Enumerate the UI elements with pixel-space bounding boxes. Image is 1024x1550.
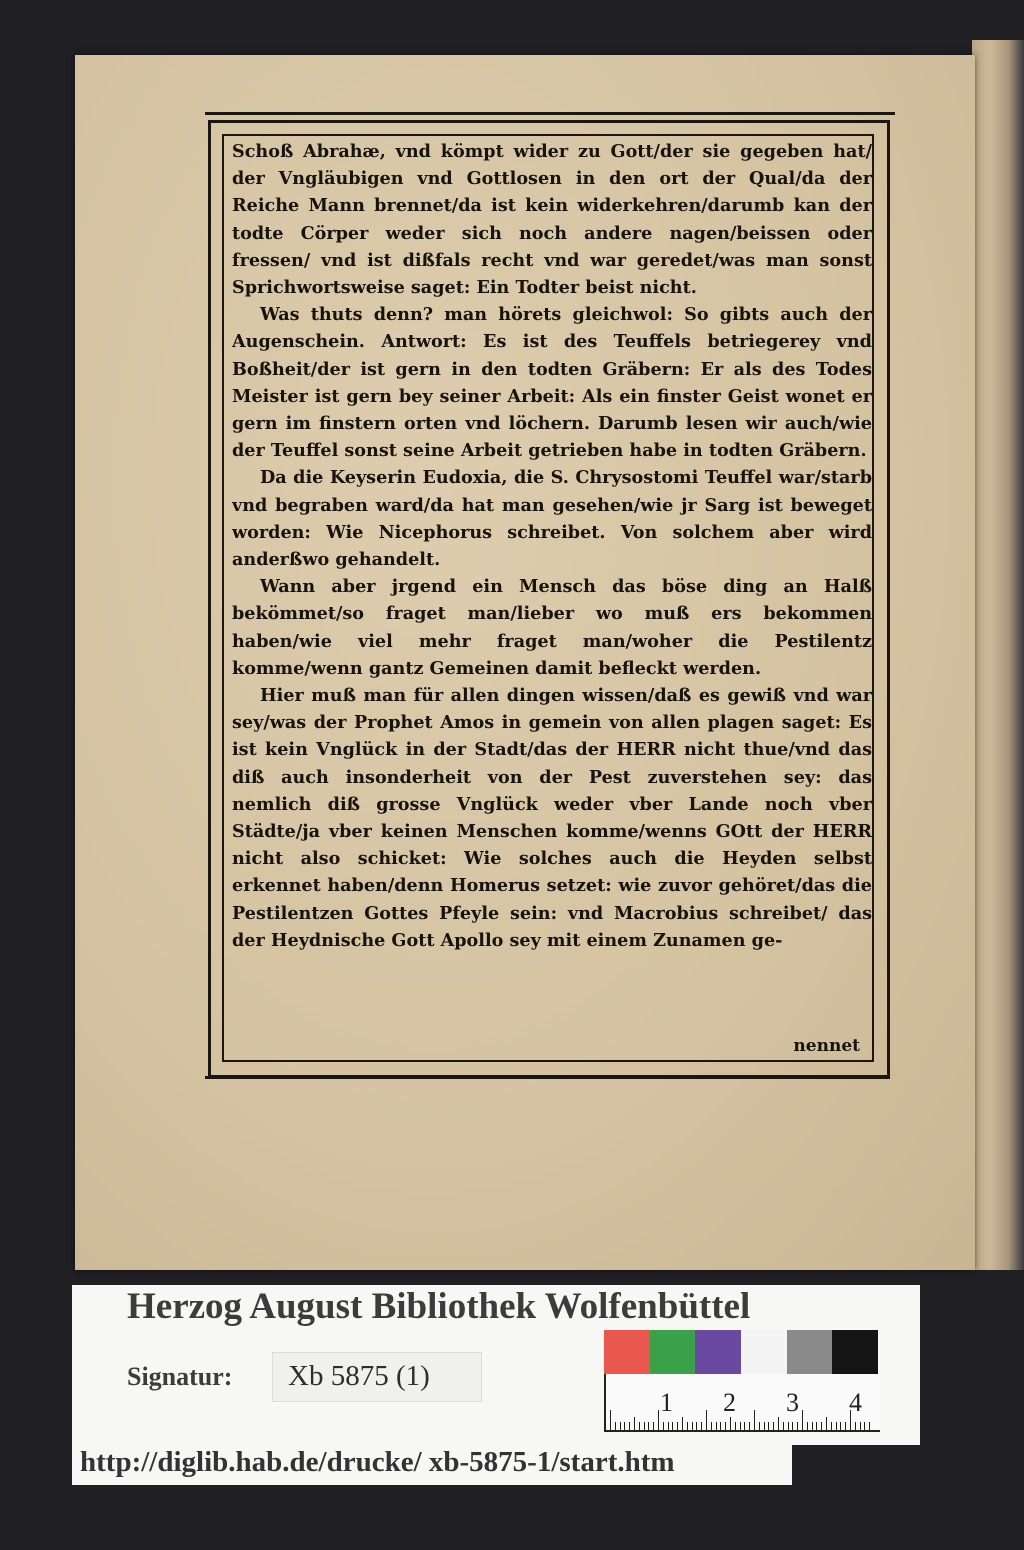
ruler-tick	[610, 1410, 611, 1430]
ruler-tick	[807, 1422, 808, 1430]
ruler-tick	[792, 1422, 793, 1430]
scale-ruler	[604, 1374, 880, 1432]
ruler-tick	[677, 1422, 678, 1430]
ruler-tick	[706, 1410, 707, 1430]
ruler-tick	[701, 1422, 702, 1430]
paragraph: Was thuts denn? man hörets gleichwol: So gibts auch der Augenschein. Antwort: Es ist des Teuffels betriegerey vnd Boßheit/der ist gern in den todten Gräbern: Er als des Todes Meister ist gern bey seiner Arbeit: Als ein finster Geist wonet er gern im finstern orten vnd löchern. Darumb lesen wir auch/wie der Teuffel sonst seine Arbeit getrieben habe in todten Gräbern.	[232, 304, 872, 462]
frame-bottom-rule	[205, 1076, 890, 1079]
ruler-tick	[783, 1422, 784, 1430]
ruler-tick	[711, 1422, 712, 1430]
ruler-number: 4	[849, 1388, 862, 1417]
ruler-tick	[648, 1422, 649, 1430]
ruler-tick	[740, 1422, 741, 1430]
ruler-tick	[836, 1422, 837, 1430]
paragraph: Da die Keyserin Eudoxia, die S. Chrysostomi Teuffel war/starb vnd begraben ward/da hat man gesehen/wie jr Sarg ist beweget worden: Wie Nicephorus schreibet. Von solchem aber wird anderßwo gehandelt.	[232, 467, 872, 571]
ruler-tick	[831, 1422, 832, 1430]
ruler-tick	[845, 1422, 846, 1430]
ruler-tick	[672, 1422, 673, 1430]
ruler-tick	[855, 1422, 856, 1430]
book-binding-edge	[972, 40, 1024, 1270]
ruler-tick	[869, 1422, 870, 1430]
library-title: Herzog August Bibliothek Wolfenbüttel	[127, 1286, 751, 1327]
frame-top-rule	[205, 112, 895, 115]
ruler-number: 2	[723, 1388, 736, 1417]
ruler-tick	[668, 1422, 669, 1430]
ruler-tick	[778, 1417, 779, 1430]
ruler-tick	[644, 1422, 645, 1430]
ruler-tick	[797, 1422, 798, 1430]
ruler-tick	[634, 1417, 635, 1430]
color-patch	[741, 1330, 787, 1374]
catchword: nennet	[793, 1036, 860, 1056]
color-calibration-bar	[604, 1330, 878, 1374]
ruler-tick	[658, 1410, 659, 1430]
paragraph: Wann aber jrgend ein Mensch das böse ding an Halß bekömmet/so fraget man/lieber wo muß ers bekommen haben/wie viel mehr fraget man/woher die Pestilentz komme/wenn gantz Gemeinen damit befleckt werden.	[232, 576, 872, 679]
ruler-tick	[730, 1417, 731, 1430]
ruler-tick	[788, 1422, 789, 1430]
ruler-tick	[840, 1422, 841, 1430]
ruler-tick	[663, 1422, 664, 1430]
ruler-tick	[812, 1422, 813, 1430]
ruler-number: 1	[660, 1388, 673, 1417]
ruler-tick	[725, 1422, 726, 1430]
ruler-tick	[735, 1422, 736, 1430]
ruler-tick	[759, 1422, 760, 1430]
ruler-tick	[696, 1422, 697, 1430]
color-patch	[832, 1330, 878, 1374]
ruler-tick	[864, 1422, 865, 1430]
ruler-tick	[821, 1422, 822, 1430]
ruler-tick	[749, 1422, 750, 1430]
ruler-number: 3	[786, 1388, 799, 1417]
color-patch	[650, 1330, 696, 1374]
ruler-tick	[620, 1422, 621, 1430]
ruler-tick	[826, 1417, 827, 1430]
ruler-tick	[802, 1410, 803, 1430]
color-patch	[787, 1330, 833, 1374]
ruler-tick	[624, 1422, 625, 1430]
ruler-tick	[720, 1422, 721, 1430]
ruler-tick	[816, 1422, 817, 1430]
ruler-tick	[754, 1410, 755, 1430]
source-url: http://diglib.hab.de/drucke/ xb-5875-1/start.htm	[80, 1446, 675, 1478]
ruler-tick	[773, 1422, 774, 1430]
ruler-tick	[692, 1422, 693, 1430]
color-patch	[604, 1330, 650, 1374]
paragraph: Schoß Abrahæ, vnd kömpt wider zu Gott/der sie gegeben hat/ der Vngläubigen vnd Gottlosen in den ort der Qual/da der Reiche Mann brennet/da ist kein widerkehren/darumb kan der todte Cörper weder sich noch andere nagen/beissen oder fressen/ vnd ist dißfals recht vnd war geredet/was man sonst Sprichwortsweise saget: Ein Todter beist nicht.	[232, 141, 872, 299]
ruler-tick	[682, 1417, 683, 1430]
ruler-tick	[860, 1422, 861, 1430]
ruler-tick	[629, 1422, 630, 1430]
ruler-tick	[744, 1422, 745, 1430]
signatur-value: Xb 5875 (1)	[288, 1360, 430, 1392]
ruler-tick	[687, 1422, 688, 1430]
signatur-label: Signatur:	[127, 1362, 233, 1391]
ruler-tick	[639, 1422, 640, 1430]
ruler-tick	[615, 1422, 616, 1430]
paragraph: Hier muß man für allen dingen wissen/daß es gewiß vnd war sey/was der Prophet Amos in gemein von allen plagen saget: Es ist kein Vnglück in der Stadt/das der HERR nicht thue/vnd das diß auch insonderheit von der Pest zuverstehen sey: das nemlich diß grosse Vnglück weder vber Lande noch vber Städte/ja vber keinen Menschen komme/wenns GOtt der HERR nicht also schicket: Wie solches auch die Heyden selbst erkennet haben/denn Homerus setzet: wie zuvor gehöret/das die Pestilentzen Gottes Pfeyle sein: vnd Macrobius schreibet/ das der Heydnische Gott Apollo sey mit einem Zunamen ge-	[232, 685, 872, 951]
ruler-tick	[764, 1422, 765, 1430]
ruler-tick	[716, 1422, 717, 1430]
ruler-tick	[768, 1422, 769, 1430]
ruler-tick	[653, 1422, 654, 1430]
color-patch	[695, 1330, 741, 1374]
page-text	[232, 138, 872, 1023]
